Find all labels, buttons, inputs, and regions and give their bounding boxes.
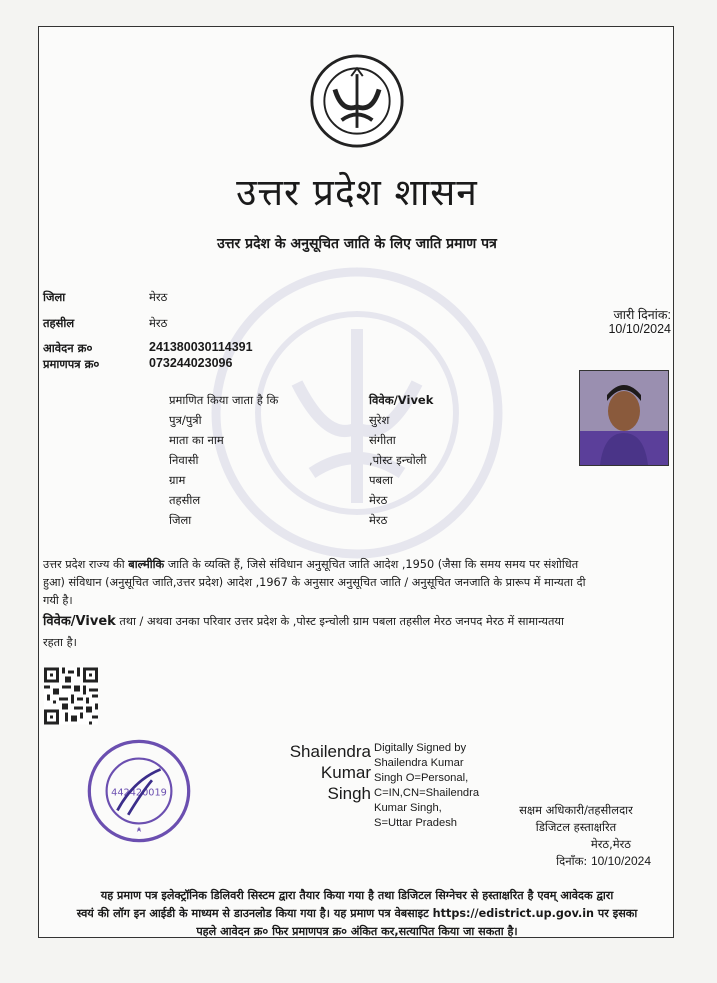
footer-line2: स्वयं की लॉग इन आईडी के माध्यम से डाउनलोड किया गया है। यह प्रमाण पत्र वेबसाइट https://edistrict.up.gov.in पर इसका: [76, 907, 638, 920]
officer-sign-type: डिजिटल हस्ताक्षरित: [535, 820, 617, 834]
son-daughter-label: पुत्र/पुत्री: [169, 413, 202, 427]
certificate-page: [38, 26, 674, 938]
caste-statement-line2: हुआ) संविधान (अनुसूचित जाति,उत्तर प्रदेश) आदेश ,1967 के अनुसार अनुसूचित जाति / अनुसूचित जनजाति के प्रारूप में मान्यता दी: [43, 576, 586, 589]
tehsil-value: मेरठ: [149, 316, 168, 330]
seal-number: 442420019: [111, 787, 167, 799]
resident-label: निवासी: [169, 453, 199, 467]
residence-statement-line2: रहता है।: [43, 636, 77, 649]
caste-statement-line3: गयी है।: [43, 594, 73, 607]
officer-place: मेरठ,मेरठ: [590, 837, 631, 851]
signature-detail-5: Kumar Singh,: [374, 802, 442, 814]
footer-line3: पहले आवेदन क्र० फिर प्रमाणपत्र क्र० अंकित कर,सत्यापित किया जा सकता है।: [196, 925, 518, 938]
detail-district-value: मेरठ: [369, 513, 388, 527]
detail-tehsil-label: तहसील: [169, 493, 201, 507]
issue-date-label: जारी दिनांक:: [613, 308, 671, 322]
mother-name-label: माता का नाम: [169, 433, 224, 447]
village-label: ग्राम: [169, 473, 186, 487]
detail-tehsil-value: मेरठ: [369, 493, 388, 507]
signer-name-line2: Kumar: [320, 763, 371, 782]
qr-code: [44, 667, 98, 725]
tehsil-label: तहसील: [43, 316, 75, 330]
residence-statement: [43, 613, 669, 652]
signature-detail-2: Shailendra Kumar: [374, 757, 464, 769]
applicant-photo: [579, 370, 669, 466]
village-value: पबला: [369, 473, 393, 487]
officer-date: 10/10/2024: [590, 854, 651, 868]
certified-name: विवेक/Vivek: [369, 393, 434, 407]
resident-value: ,पोस्ट इन्चोली: [369, 453, 427, 467]
signature-detail-1: Digitally Signed by: [374, 742, 467, 754]
caste-statement-prefix: उत्तर प्रदेश राज्य की: [43, 558, 129, 571]
signature-detail-4: C=IN,CN=Shailendra: [374, 787, 480, 799]
certificate-number-value: 073244023096: [149, 356, 233, 370]
caste-name: बाल्मीकि: [128, 558, 165, 571]
certify-label: प्रमाणित किया जाता है कि: [169, 393, 279, 407]
page-title: उत्तर प्रदेश शासन: [236, 171, 478, 214]
certificate-number-label: प्रमाणपत्र क्र०: [43, 357, 100, 371]
up-government-emblem-icon: [309, 53, 405, 149]
officer-title: सक्षम अधिकारी/तहसीलदार: [519, 803, 633, 817]
residence-statement-line1: तथा / अथवा उनका परिवार उत्तर प्रदेश के ,पोस्ट इन्चोली ग्राम पबला तहसील मेरठ जनपद मेरठ में सामान्यतया: [115, 615, 564, 628]
caste-statement-suffix: जाति के व्यक्ति हैं, जिसे संविधान अनुसूचित जाति आदेश ,1950 (जैसा कि समय समय पर संशोधित: [164, 558, 579, 571]
issue-date-value: 10/10/2024: [608, 322, 671, 336]
district-value: मेरठ: [149, 290, 168, 304]
application-number-label: आवेदन क्र०: [43, 341, 93, 355]
application-number-value: 241380030114391: [149, 340, 253, 354]
footer-note: [39, 887, 675, 941]
mother-name: संगीता: [369, 433, 396, 447]
caste-statement: [43, 556, 669, 610]
father-name: सुरेश: [369, 413, 390, 427]
detail-district-label: जिला: [169, 513, 192, 527]
watermark-emblem-icon: [207, 263, 507, 563]
signer-name-line3: Singh: [327, 784, 371, 803]
district-label: जिला: [43, 290, 66, 304]
signature-detail-6: S=Uttar Pradesh: [374, 817, 458, 829]
signature-detail-3: Singh O=Personal,: [374, 772, 469, 784]
signer-name-line1: Shailendra: [289, 742, 371, 761]
certificate-subtitle: उत्तर प्रदेश के अनुसूचित जाति के लिए जाति प्रमाण पत्र: [217, 236, 497, 252]
officer-date-label: दिनाँक:: [556, 854, 588, 868]
csc-seal-icon: [85, 737, 193, 845]
officer-block: [501, 802, 651, 870]
footer-line1: यह प्रमाण पत्र इलेक्ट्रॉनिक डिलिवरी सिस्टम द्वारा तैयार किया गया है तथा डिजिटल सिग्नेचर से हस्ताक्षरित है एवम् आवेदक द्वारा: [100, 889, 614, 902]
residence-statement-name: विवेक/Vivek: [43, 614, 116, 629]
